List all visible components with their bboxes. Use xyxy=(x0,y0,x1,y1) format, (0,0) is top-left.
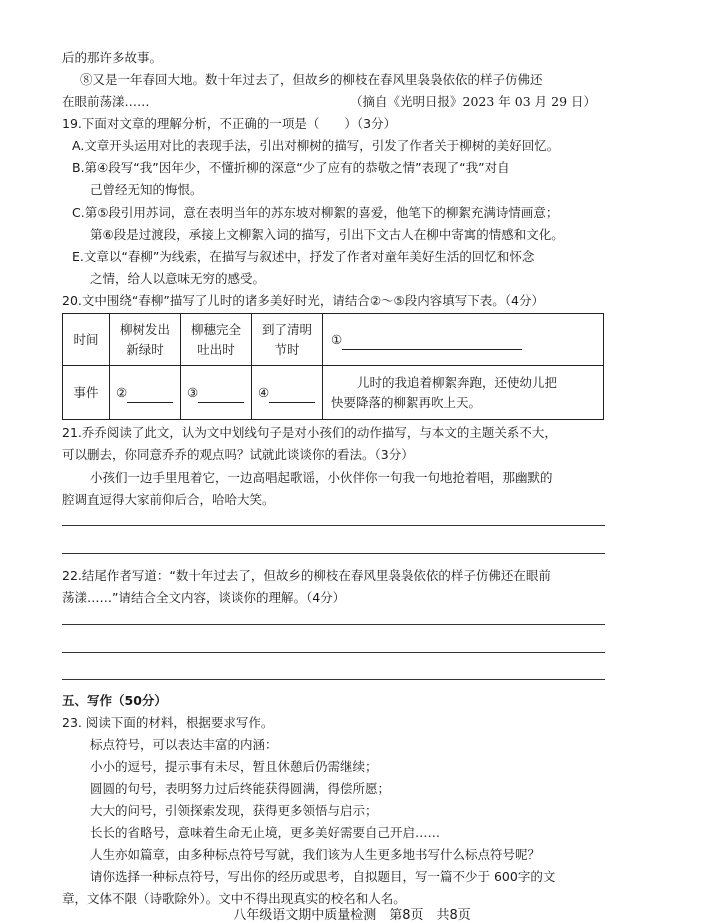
question-22-stem-cont: 荡漾……”请结合全文内容，谈谈你的理解。（4分） xyxy=(62,590,346,605)
question-20-stem: 20.文中围绕“春柳”描写了儿时的诸多美好时光，请结合②～⑤段内容填写下表。（4分） xyxy=(62,293,544,308)
question-19-stem: 19.下面对文章的理解分析，不正确的一项是（ ）（3分） xyxy=(62,116,397,131)
option-c: C.第⑤段引用苏词，意在表明当年的苏东坡对柳絮的喜爱，他笔下的柳絮充满诗情画意； xyxy=(72,205,559,220)
question-21-stem-cont: 可以删去，你同意乔乔的观点吗？试就此谈谈你的看法。（3分） xyxy=(62,447,414,462)
writing-requirement: 请你选择一种标点符号，写出你的经历或思考，自拟题目，写一篇不少于 600字的文 xyxy=(90,869,556,884)
table-cell: 到了清明 节时 xyxy=(252,314,323,366)
option-e-cont: 之情，给人以意味无穷的感受。 xyxy=(90,271,266,286)
passage-line: 后的那许多故事。 xyxy=(62,50,163,65)
table-head-time: 时间 xyxy=(63,314,110,366)
question-22-stem: 22.结尾作者写道：“数十年过去了，但故乡的柳枝在春风里袅袅依依的样子仿佛还在眼前 xyxy=(62,568,551,583)
question-23-stem: 23. 阅读下面的材料，根据要求写作。 xyxy=(62,715,274,730)
option-b: B.第④段写“我”因年少，不懂折柳的深意“少了应有的恭敬之情”表现了“我”对自 xyxy=(72,160,510,175)
page-footer: 八年级语文期中质量检测 第8页 共8页 xyxy=(233,908,471,923)
passage-line: 在眼前荡漾…… xyxy=(62,94,150,109)
option-a: A.文章开头运用对比的表现手法，引出对柳树的描写，引发了作者关于柳树的美好回忆。 xyxy=(72,138,560,153)
table-cell: 柳穗完全 吐出时 xyxy=(181,314,252,366)
answer-line[interactable] xyxy=(62,553,605,554)
option-b-cont: 己曾经无知的悔恨。 xyxy=(90,182,203,197)
material-line: 圆圆的句号，表明努力过后终能获得圆满，得偿所愿； xyxy=(90,781,391,796)
answer-line[interactable] xyxy=(62,525,605,526)
answer-line[interactable] xyxy=(62,679,605,680)
source-citation: （摘自《光明日报》2023 年 03 月 29 日） xyxy=(350,94,596,109)
material-line: 大大的问号，引领探索发现，获得更多领悟与启示； xyxy=(90,803,378,818)
quoted-sentence-cont: 腔调直逗得大家前仰后合，哈哈大笑。 xyxy=(62,492,275,507)
table-cell-event: 儿时的我追着柳絮奔跑，还使幼儿把 快要降落的柳絮再吹上天。 xyxy=(323,366,604,420)
material-line: 标点符号，可以表达丰富的内涵： xyxy=(90,737,278,752)
question-21-stem: 21.乔乔阅读了此文，认为文中划线句子是对小孩们的动作描写，与本文的主题关系不大， xyxy=(62,425,557,440)
table-cell: 柳树发出 新绿时 xyxy=(110,314,181,366)
option-e: E.文章以“春柳”为线索，在描写与叙述中，抒发了作者对童年美好生活的回忆和怀念 xyxy=(72,249,535,264)
answer-blank-3[interactable]: ③ xyxy=(181,366,252,420)
question-20-table xyxy=(62,313,604,420)
answer-blank-4[interactable]: ④ xyxy=(252,366,323,420)
option-c-cont: 第⑥段是过渡段，承接上文柳絮入词的描写，引出下文古人在柳中寄寓的情感和文化。 xyxy=(90,227,564,242)
writing-requirement-cont: 章，文体不限（诗歌除外）。文中不得出现真实的校名和人名。 xyxy=(62,891,406,906)
quoted-sentence: 小孩们一边手里甩着它，一边高唱起歌谣，小伙伴你一句我一句地抢着唱，那幽默的 xyxy=(90,470,553,485)
answer-line[interactable] xyxy=(62,652,605,653)
material-line: 长长的省略号，意味着生命无止境，更多美好需要自己开启…… xyxy=(90,825,441,840)
table-head-event: 事件 xyxy=(63,366,110,420)
answer-blank-2[interactable]: ② xyxy=(110,366,181,420)
passage-line: ⑧又是一年春回大地。数十年过去了，但故乡的柳枝在春风里袅袅依依的样子仿佛还 xyxy=(80,72,543,87)
answer-blank-1[interactable]: ① xyxy=(323,314,604,366)
material-line: 小小的逗号，提示事有未尽，暂且休憩后仍需继续； xyxy=(90,759,378,774)
section-five-title: 五、写作（50分） xyxy=(62,693,167,708)
answer-line[interactable] xyxy=(62,624,605,625)
material-line: 人生亦如篇章，由多种标点符号写就，我们该为人生更多地书写什么标点符号呢？ xyxy=(90,847,541,862)
